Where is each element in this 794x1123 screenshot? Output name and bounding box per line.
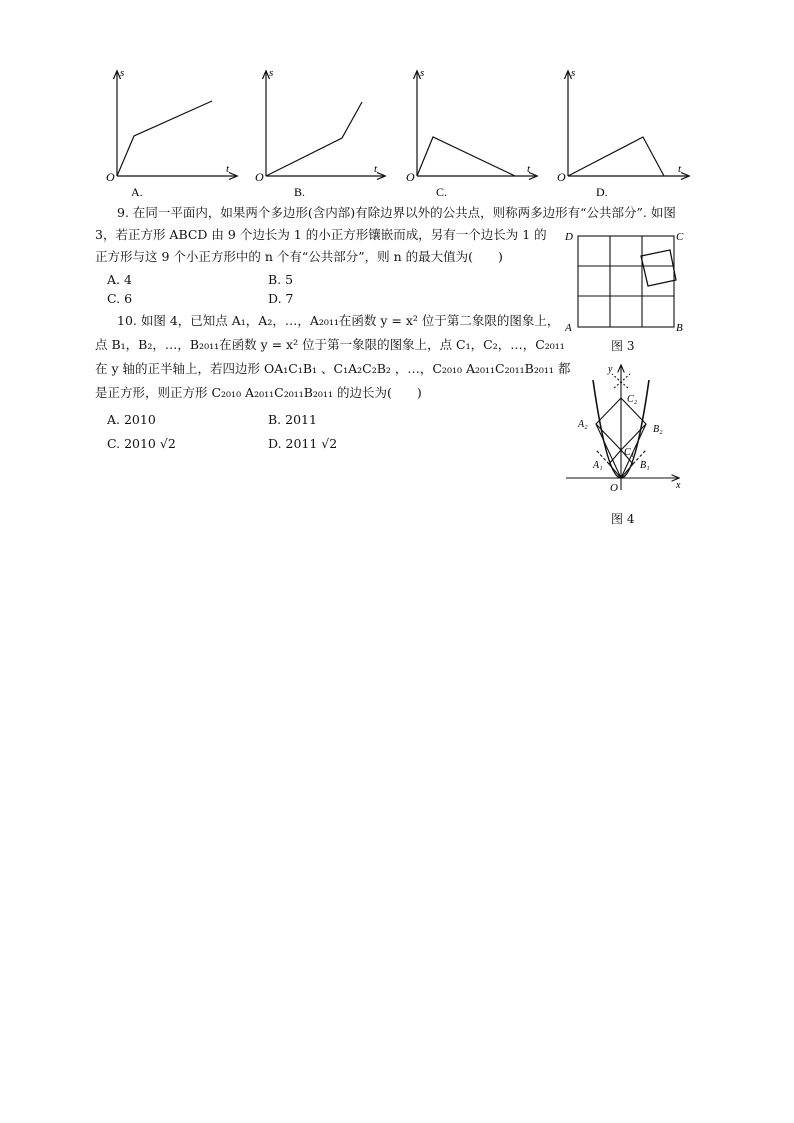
graph-a-t-label: t: [226, 163, 230, 175]
q9-option-c: C. 6: [107, 291, 133, 306]
q10-option-d: D. 2011 √2: [268, 436, 338, 451]
q10-option-c: C. 2010 √2: [107, 436, 176, 451]
graph-a-label: A.: [131, 185, 143, 199]
q10-line-1: 10. 如图 4，已知点 A₁，A₂，…，A₂₀₁₁在函数 y = x² 位于第二象限的图象上，: [117, 313, 560, 328]
fig4-label-b1: B₁: [640, 460, 650, 471]
graph-d-origin: O: [557, 170, 566, 184]
fig4-label-x: x: [676, 480, 681, 491]
graph-b-origin: O: [255, 170, 264, 184]
fig4-label-y: y: [608, 364, 613, 375]
graph-a-s-label: s: [120, 67, 125, 79]
q9-line-2: 3，若正方形 ABCD 由 9 个边长为 1 的小正方形镶嵌而成，另有一个边长为 1 的: [95, 227, 547, 242]
q9-line-3: 正方形与这 9 个小正方形中的 n 个有“公共部分”，则 n 的最大值为( ): [95, 249, 503, 264]
graph-c-label: C.: [436, 185, 448, 199]
graph-c-origin: O: [406, 170, 415, 184]
fig3-label-c: C: [676, 231, 684, 243]
fig4-label-a2: A₂: [578, 419, 588, 430]
graph-b-t-label: t: [374, 163, 378, 175]
fig4-label-b2: B₂: [653, 424, 663, 435]
graph-c: [417, 72, 536, 176]
figure-4-caption: 图 4: [611, 512, 635, 526]
graph-d-label: D.: [596, 185, 608, 199]
graph-b-s-label: s: [269, 67, 274, 79]
distance-time-graphs: [0, 60, 794, 200]
q10-line-2: 点 B₁，B₂，…，B₂₀₁₁在函数 y = x² 位于第一象限的图象上，点 C₁，C₂，…，C₂₀₁₁: [95, 337, 565, 352]
fig4-label-c1: C₁: [624, 447, 635, 458]
fig4-label-o: O: [610, 482, 618, 494]
graph-a: [117, 72, 236, 176]
fig3-label-d: D: [565, 231, 573, 243]
graph-d: [568, 72, 688, 176]
figure-3-caption: 图 3: [611, 339, 635, 353]
graph-d-t-label: t: [678, 163, 682, 175]
q10-line-4: 是正方形，则正方形 C₂₀₁₀ A₂₀₁₁C₂₀₁₁B₂₀₁₁ 的边长为( ): [95, 385, 422, 400]
graph-c-s-label: s: [420, 67, 425, 79]
q9-option-a: A. 4: [107, 272, 132, 287]
q10-option-a: A. 2010: [107, 412, 156, 427]
graph-b-label: B.: [294, 185, 306, 199]
figure-3-grid: [560, 225, 700, 335]
fig4-label-c2: C₂: [627, 394, 638, 405]
graph-c-t-label: t: [527, 163, 531, 175]
q9-line-1: 9. 在同一平面内，如果两个多边形(含内部)有除边界以外的公共点，则称两多边形有“公共部分”. 如图: [117, 205, 676, 220]
graph-d-s-label: s: [571, 67, 576, 79]
q10-option-b: B. 2011: [268, 412, 317, 427]
graph-b: [266, 72, 384, 176]
q10-line-3: 在 y 轴的正半轴上，若四边形 OA₁C₁B₁ 、C₁A₂C₂B₂ ，…，C₂₀₁₀ A₂₀₁₁C₂₀₁₁B₂₀₁₁ 都: [95, 361, 571, 376]
q9-option-b: B. 5: [268, 272, 294, 287]
graph-a-origin: O: [106, 170, 115, 184]
fig3-label-b: B: [676, 322, 683, 334]
q9-option-d: D. 7: [268, 291, 294, 306]
figure-4-parabola: [560, 360, 690, 500]
fig4-label-a1: A₁: [593, 460, 603, 471]
fig3-label-a: A: [565, 322, 572, 334]
